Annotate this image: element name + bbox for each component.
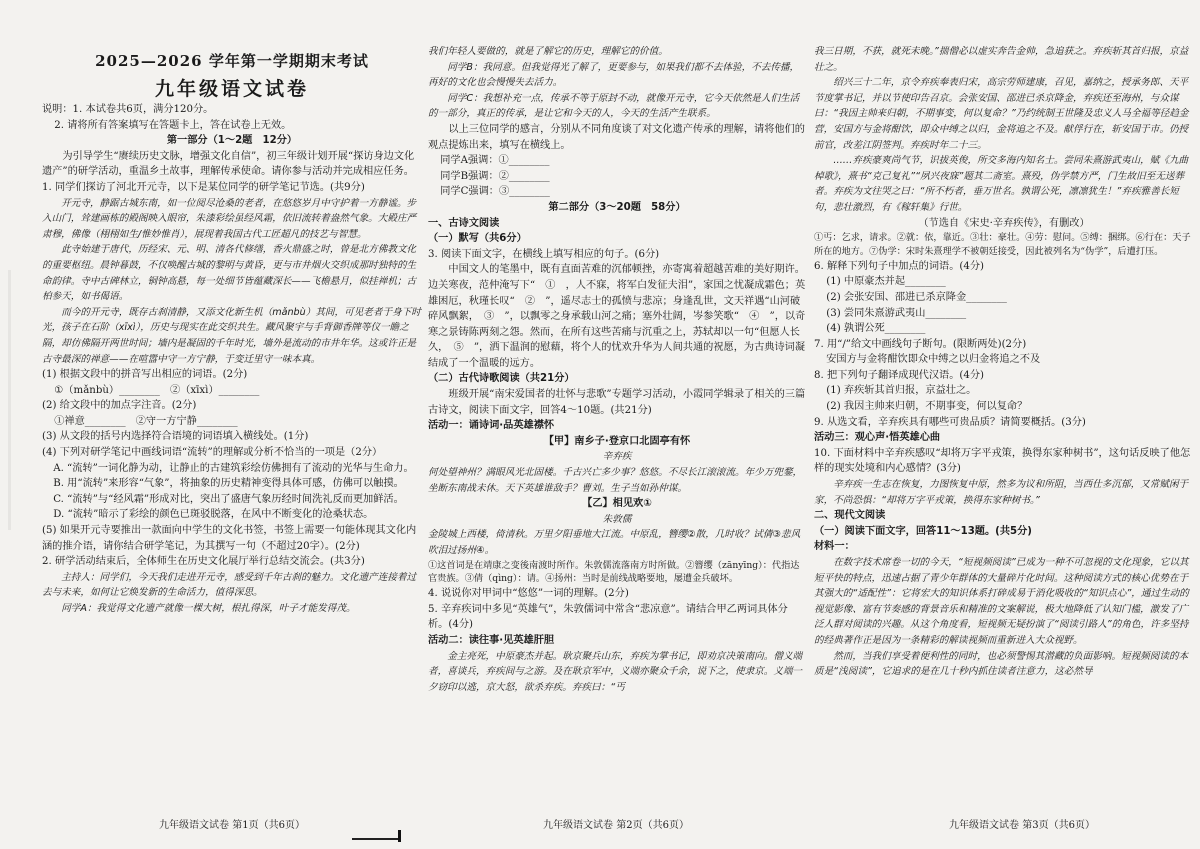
col2-line: 同学A强调：①________ (440, 155, 550, 167)
col3-line: 6. 解释下列句子中加点的词语。(4分) (814, 260, 985, 272)
col2-line: 何处望神州？满眼风光北固楼。千古兴亡多少事？悠悠。不尽长江滚滚流。年少万兜鍪，坐断东南战未休。天下英雄谁敌手？曹刘。生子当如孙仲谋。 (428, 467, 803, 494)
col2-line: 【乙】相见欢① (582, 498, 652, 510)
col3-line: 材料一： (814, 541, 855, 553)
col1-line: 而今的开元寺，既存古刹清静，又添文化新生机（mǎnbù）其间，可见老者于身下时光，孩子在石阶（xīxì），历史与现实在此交织共生。藏风聚宇与手背御香牌等仪一瞻之隔，却仿佛隔开两世时间；墙内是凝固的千年时光，墙外是流动的市井年华。这或许正是古寺最深的禅意——在喧嚣中守一方宁静，于变迁里守一味本真。 (42, 306, 421, 365)
col3-line: (3) 尝同朱熹游武夷山________ (826, 307, 967, 319)
col3-line: (1) 弃疾斩其首归报，京益壮之。 (826, 385, 977, 397)
col1-line: 主持人：同学们，今天我们走进开元寺，感受到千年古刹的魅力。文化遗产连接着过去与未来，如何让它焕发新的生命活力，值得深思。 (42, 571, 417, 599)
col1-line: 开元寺，静踞古城东南，如一位阅尽沧桑的老者，在悠悠岁月中守护着一方静谧。步入山门，耸建画栋的殿阁映入眼帘，朱漆彩绘虽经风霜，依旧流转着盎然气象。大殿庄严肃穆，佛像（栩栩如生/惟妙惟肖），展现着我国古代工匠超凡的技艺与智慧。 (42, 197, 417, 240)
col3-line: 二、现代文阅读 (814, 510, 886, 522)
col2-line: 【甲】南乡子·登京口北固亭有怀 (543, 435, 691, 447)
col1-line: D. “流转”暗示了彩绘的颜色已斑驳脱落，在风中不断变化的沧桑状态。 (53, 509, 374, 521)
exam-title: 九年级语文试卷 (154, 78, 309, 100)
col3-line: （一）阅读下面文字，回答11～13题。(共5分) (814, 525, 1032, 537)
col1-line: 2. 研学活动结束后，全体师生在历史文化展厅举行总结交流会。(共3分) (42, 556, 365, 568)
col3-line: ……弃疾豪爽尚气节，识拔英俊，所交多海内知名士。尝同朱熹游武夷山，赋《九曲棹歌》，熹书“克己复礼”“夙兴夜寐”题其二斋室。熹殁，伪学禁方严，门生故旧至无送葬者。弃疾为文往哭之曰：“所不朽者，垂万世名。孰谓公死，凛凛犹生！”弃疾雅善长短句，悲壮激烈，有《稼轩集》行世。 (814, 155, 1189, 213)
col2-line: 中国文人的笔墨中，既有直面苦难的沉郁顿挫，亦寄寓着超越苦难的美好期许。边关寒夜，范仲淹写下“ ① ，人不寐，将军白发征夫泪”，家国之忧凝成霜色；英雄困厄，秋瑾长叹“ ② ”，遥尽志士的孤愤与悲凉；身逢乱世，文天祥遇“山河破碎风飘絮， ③ ”，以飘零之身承载山河之痛；塞外壮阔，岑参笑歌“ ④ ”，以奇寒之景铸陈两刻之怨。然而，在所有这些苦痛与沉重之上，苏轼却以一句“但愿人长久， ⑤ ”，洒下温润的慰藉，将个人的忧欢升华为人间共通的祝愿，为古典诗词凝结成了一个温暖的远方。 (428, 264, 806, 369)
col2-line: 同学B：我同意。但我觉得光了解了，更要参与，如果我们都不去体验，不去传播，再好的文化也会慢慢失去活力。 (428, 61, 800, 89)
col1-line: 1. 同学们探访了河北开元寺，以下是某位同学的研学笔记节选。(共9分) (42, 181, 365, 193)
col2-line: 金主亮死，中原豪杰并起。耿京聚兵山东，弃疾为掌书记，即劝京决策南向。僧义端者，喜谈兵，弃疾间与之游。及在耿京军中，义端亦聚众千余，说下之，使隶京。义端一夕窃印以逃，京大怒，欲杀弃疾。弃疾曰：“丐 (428, 650, 803, 693)
col3-line: 然而，当我们享受着便利性的同时，也必须警惕其潜藏的负面影响。短视频阅读的本质是“浅阅读”，它追求的是在几十秒内抓住读者注意力，这必然导 (814, 650, 1189, 678)
col2-line: 金陵城上西楼，倚清秋。万里夕阳垂地大江流。中原乱，簪缨②散，几时收？试倩③悲风吹泪过扬州④。 (428, 529, 801, 556)
col2-line: 同学C：我想补充一点，传承不等于原封不动，就像开元寺，它今天依然是人们生活的一部分，真正的传承，是让它和今天的人，今天的生活产生联系。 (428, 92, 800, 120)
col1-line: 同学A：我觉得文化遗产就像一棵大树，根扎得深，叶子才能发得茂。 (61, 603, 356, 614)
col3-line: 辛弃疾一生志在恢复，力图恢复中原，然多为议和所阻，当西仕多沉郁，又常赋闲于家，不尚恐惧：“却将万字平戎策，换得东家种树书。” (814, 479, 1189, 506)
col2-line: （一）默写（共6分） (428, 233, 527, 245)
pen-mark (352, 838, 398, 840)
col3-line: (1) 中原豪杰并起________ (826, 276, 946, 288)
col2-line: 第二部分（3～20题 58分） (548, 201, 686, 213)
scan-shadow (8, 270, 11, 530)
col2-line: 活动一：诵诗词·品英雄襟怀 (428, 420, 555, 432)
col2-line: 活动二：读往事·见英雄肝胆 (428, 634, 555, 646)
col3-line: (4) 孰谓公死________ (826, 323, 926, 335)
col3-line: ①丐：乞求，请求。②就：依，靠近。③壮：豪壮。④劳：慰问。⑤缚：捆绑。⑥行在：天子所在的地方。⑦伪学：宋时朱熹理学不被朝廷接受，因此被列名为“伪学”，后遭打压。 (814, 232, 1191, 257)
col1-line: (2) 给文段中的加点字注音。(2分) (42, 400, 197, 412)
col3-line: 在数字技术席卷一切的今天，“短视频阅读”已成为一种不可忽视的文化现象，它以其短平快的特点，迅速占据了青少年群体的大量碎片化时间。这种阅读方式的核心优势在于其强大的“适配性”：它将宏大的知识体系打碎成易于消化吸收的“知识点心”，通过生动的视觉影像、富有节奏感的背景音乐和精准的文案解说，极大地降低了认知门槛，激发了广泛人群对阅读的兴趣。从这个角度看，短视频无疑扮演了“阅读引路人”的角色，许多坚持的经典著作正是因为一条精彩的解读视频而重新进入大众视野。 (814, 557, 1189, 646)
pen-tick (398, 830, 401, 842)
col1-line: (1) 根据文段中的拼音写出相应的词语。(2分) (42, 369, 248, 381)
col3-line: 绍兴三十二年，京令弃疾奉表归宋，高宗劳师建康，召见，嘉纳之，授承务郎、天平节度掌书记，并以节使印告召京。会张安国、邵进已杀京降金，弃疾还至海州，与众谋曰：“我因主帅来归朝，不期事变，何以复命？”乃约统制王世隆及忠义人马全福等径趋金营，安国方与金将酣饮，即众中缚之以归，金将追之不及。献俘行在，斩安国于市。仍授前官，改差江阴签判。弃疾时年二十三。 (814, 77, 1189, 151)
col1-line: 第一部分（1～2题 12分） (166, 135, 298, 147)
col1-line: ①（mǎnbù）________ ②（xīxì）________ (54, 384, 260, 396)
col3-line: (2) 我因主帅来归朝，不期事变，何以复命？ (826, 401, 1028, 413)
col3-line: （节选自《宋史·辛弃疾传》，有删改） (918, 217, 1090, 229)
col2-line: ①这首词是在靖康之变後南渡时所作。朱敦儒流落南方时所做。②簪缨（zānyīng）：代指达官贵族。③倩（qìng）：请。④扬州：当时是前线战略要地，屡遭金兵破坏。 (428, 559, 800, 585)
col1-line: ①禅意________ ②守一方宁静________ (54, 415, 238, 427)
col2-line: 同学C强调：③________ (440, 186, 550, 198)
col2-line: 以上三位同学的感言，分别从不同角度谈了对文化遗产传承的理解，请将他们的观点提炼出来，填写在横线上。 (428, 123, 805, 151)
col2-line: 一、古诗文阅读 (428, 217, 500, 229)
col3-line: 安国方与金将酣饮即众中缚之以归金将追之不及 (826, 354, 1041, 366)
page-footer-1: 九年级语文试卷 第1页（共6页） (159, 820, 305, 831)
col2-line: 我们年轻人要做的，就是了解它的历史，理解它的价值。 (428, 46, 668, 57)
col2-line: （二）古代诗歌阅读（共21分） (428, 373, 575, 385)
col3-line: 9. 从选文看，辛弃疾具有哪些可贵品质？请简要概括。(3分) (814, 416, 1086, 428)
page-column-2 (428, 44, 806, 809)
col1-line: 此寺始建于唐代，历经宋、元、明、清各代修缮，香火鼎盛之时，曾是北方佛教文化的重要枢纽。晨钟暮鼓，不仅唤醒古城的黎明与黄昏，更与市井烟火交织成那时独特的生命韵律。寺中古碑林立，铜钟高悬，每一处细节皆蕴藏深长——飞檐悬月，似挂禅机；古柏参天，如书偈语。 (42, 244, 417, 303)
col2-line: 班级开展“南宋爱国者的壮怀与悲歌”专题学习活动，小霞同学辑录了相关的三篇古诗文，阅读下面文字，回答4～10题。(共21分) (428, 389, 806, 416)
col1-line: C. “流转”与“经风霜”形成对比，突出了盛唐气象历经时间洗礼反而更加鲜活。 (53, 493, 404, 505)
col1-line: 为引导学生“赓续历史文脉，增强文化自信”，初三年级计划开展“探访身边文化遗产”的研学活动，重温乡土故事，理解传承使命。请你参与活动并完成相应任务。 (42, 150, 415, 178)
page-column-1 (42, 102, 422, 809)
col2-line: 辛弃疾 (602, 451, 632, 463)
col3-line: 活动三：观心声·悟英雄心曲 (814, 432, 941, 444)
col1-line: A. “流转”一词化静为动，让静止的古建筑彩绘仿佛拥有了流动的光华与生命力。 (53, 462, 414, 474)
col1-line: 说明：1. 本试卷共6页，满分120分。 (42, 104, 214, 115)
col3-line: 8. 把下列句子翻译成现代汉语。(4分) (814, 369, 985, 381)
col2-line: 5. 辛弃疾词中多见“英雄气”，朱敦儒词中常含“悲凉意”。请结合甲乙两词具体分析。(4分) (428, 603, 788, 631)
page-footer-2: 九年级语文试卷 第2页（共6页） (543, 820, 689, 831)
col3-line: (2) 会张安国、邵进已杀京降金________ (826, 291, 1007, 303)
col1-line: (3) 从文段的括号内选择符合语境的词语填入横线处。(1分) (42, 431, 309, 443)
col3-line: 我三日期，不获，就死未晚。”揣僧必以虚实奔告金帅，急追获之。弃疾斩其首归报，京益壮之。 (814, 46, 1189, 73)
col1-line: (4) 下列对研学笔记中画线词语“流转”的理解或分析不恰当的一项是（2分） (42, 447, 383, 459)
exam-header: 2025—2026 学年第一学期期末考试 (95, 52, 369, 70)
col3-line: 10. 下面材料中辛弃疾感叹“却将万字平戎策，换得东家种树书”，这句话反映了他怎样的现实处境和内心感情？(3分) (814, 447, 1191, 475)
col1-line: B. 用“流转”来形容“气象”，将抽象的历史精神变得具体可感，仿佛可以触摸。 (53, 478, 404, 490)
col2-line: 4. 说说你对甲词中“悠悠”一词的理解。(2分) (428, 588, 629, 600)
col2-line: 朱敦儒 (602, 513, 632, 525)
col2-line: 同学B强调：②________ (440, 170, 550, 182)
col2-line: 3. 阅读下面文字，在横线上填写相应的句子。(6分) (428, 248, 660, 260)
col3-line: 7. 用“/”给文中画线句子断句。(限断两处)(2分) (814, 338, 1027, 350)
col1-line: 2. 请将所有答案填写在答题卡上，答在试卷上无效。 (54, 119, 292, 131)
page-footer-3: 九年级语文试卷 第3页（共6页） (949, 820, 1095, 831)
col1-line: (5) 如果开元寺要推出一款面向中学生的文化书签，书签上需要一句能体现其文化内涵的推介语，请你结合研学笔记，为其撰写一句（不超过20字）。(2分) (42, 525, 417, 552)
page-column-3 (814, 44, 1194, 809)
